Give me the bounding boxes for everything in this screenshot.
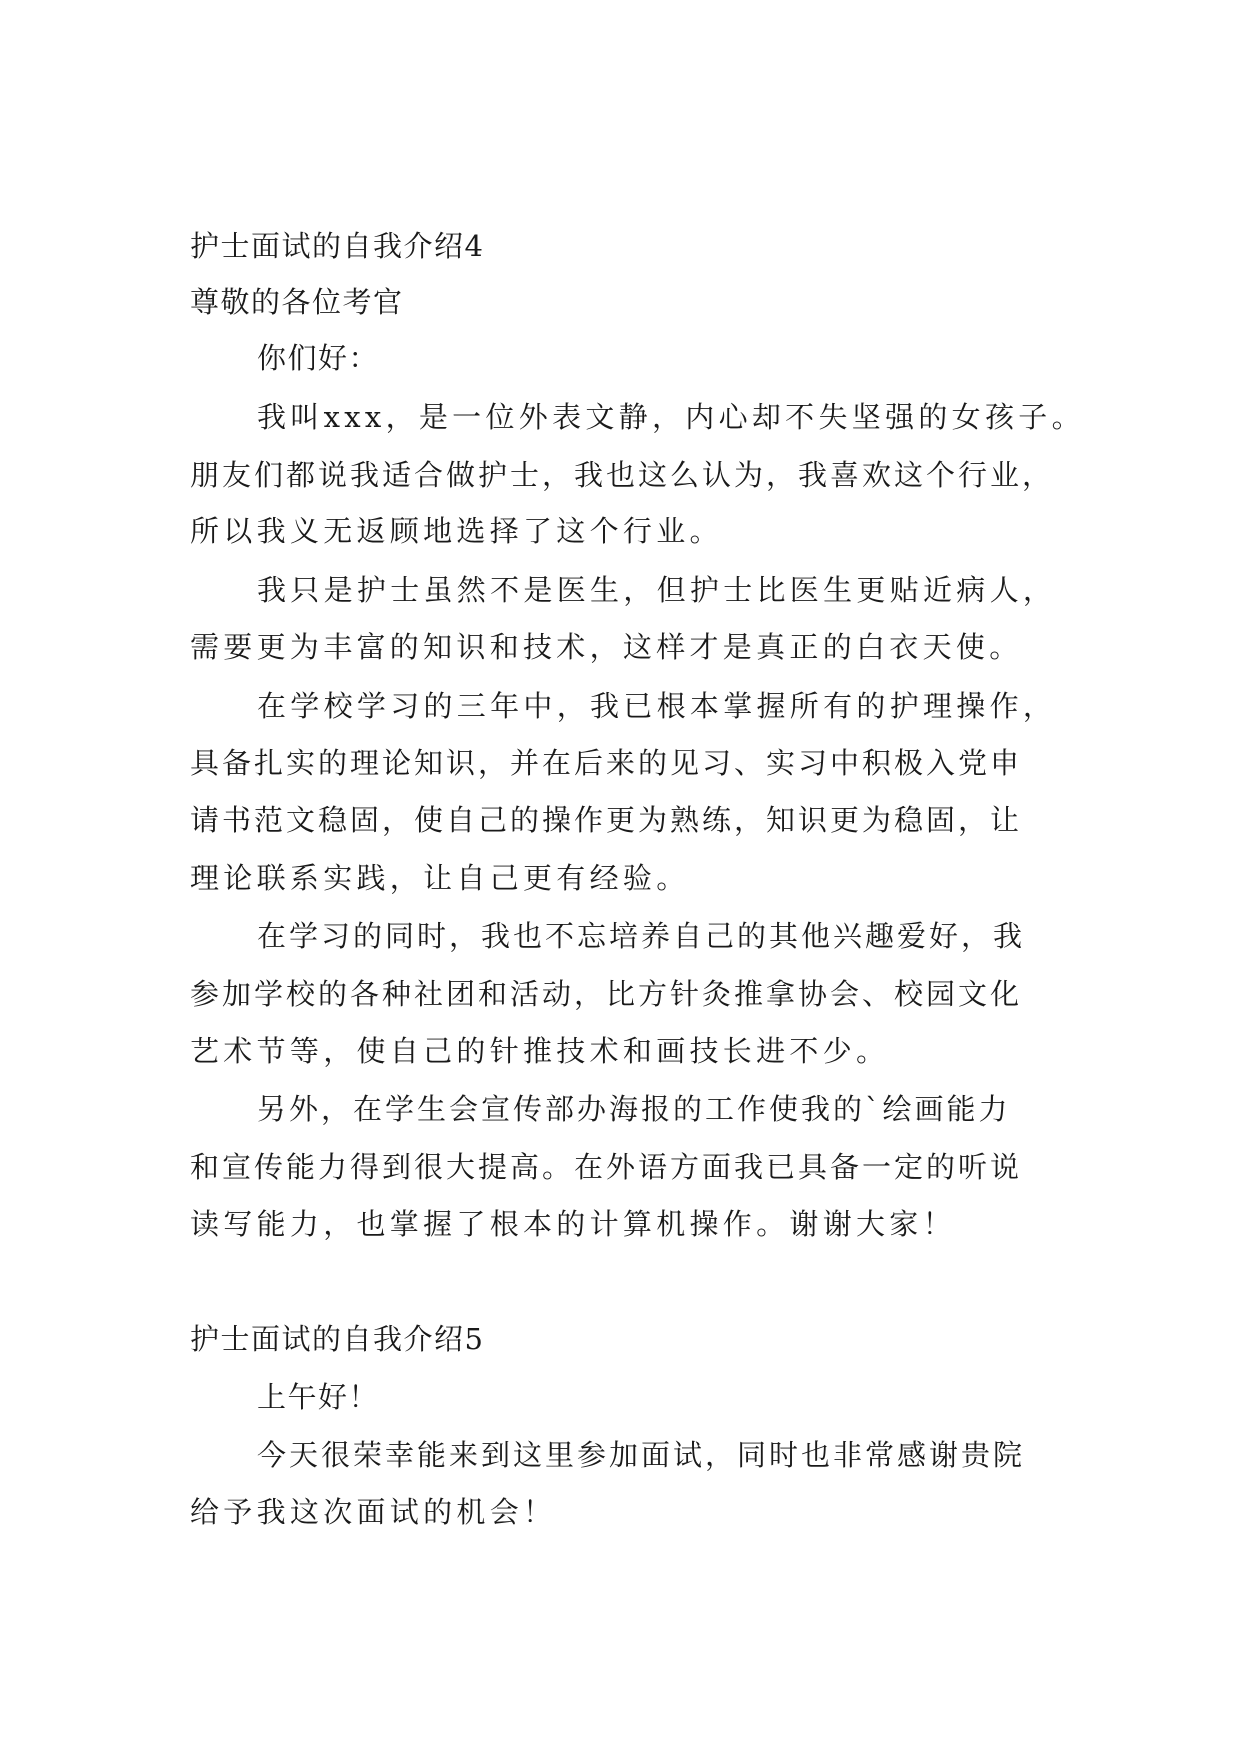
paragraph-line: 读写能力，也掌握了根本的计算机操作。谢谢大家！ [190,1207,956,1241]
paragraph-line: 参加学校的各种社团和活动，比方针灸推拿协会、校园文化 [190,977,1023,1011]
paragraph-line: 理论联系实践，让自己更有经验。 [190,861,690,895]
paragraph-line: 今天很荣幸能来到这里参加面试，同时也非常感谢贵院 [257,1438,1026,1472]
paragraph-line: 我叫xxx，是一位外表文静，内心却不失坚强的女孩子。 [257,400,1085,434]
paragraph-line: 在学习的同时，我也不忘培养自己的其他兴趣爱好，我 [257,919,1026,953]
paragraph-line: 朋友们都说我适合做护士，我也这么认为，我喜欢这个行业， [190,458,1055,492]
paragraph-line: 另外，在学生会宣传部办海报的工作使我的`绘画能力 [257,1092,1011,1126]
salutation: 尊敬的各位考官 [190,285,404,319]
paragraph-line: 艺术节等，使自己的针推技术和画技长进不少。 [190,1034,890,1068]
paragraph-line: 请书范文稳固，使自己的操作更为熟练，知识更为稳固，让 [190,803,1023,837]
paragraph-line: 我只是护士虽然不是医生，但护士比医生更贴近病人， [257,573,1057,607]
greeting: 你们好： [257,341,380,375]
section-heading: 护士面试的自我介绍5 [190,1322,485,1356]
section-heading: 护士面试的自我介绍4 [190,229,485,263]
paragraph-line: 和宣传能力得到很大提高。在外语方面我已具备一定的听说 [190,1150,1023,1184]
paragraph-line: 需要更为丰富的知识和技术，这样才是真正的白衣天使。 [190,630,1023,664]
paragraph-line: 所以我义无返顾地选择了这个行业。 [190,514,723,548]
greeting: 上午好！ [257,1380,380,1414]
paragraph-line: 给予我这次面试的机会！ [190,1495,557,1529]
paragraph-line: 具备扎实的理论知识，并在后来的见习、实习中积极入党申 [190,746,1023,780]
paragraph-line: 在学校学习的三年中，我已根本掌握所有的护理操作， [257,689,1057,723]
